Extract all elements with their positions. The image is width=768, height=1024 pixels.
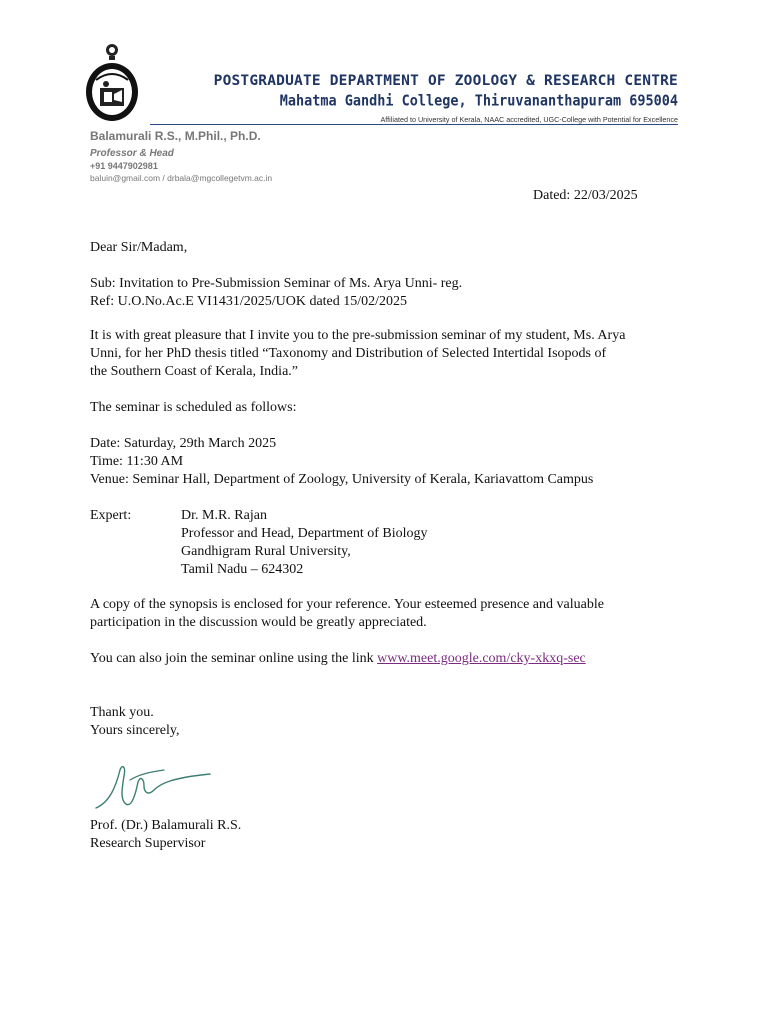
meeting-link[interactable]: www.meet.google.com/cky-xkxq-sec [377,651,586,666]
closing-thanks: Thank you. [90,705,154,720]
letter-date: Dated: 22/03/2025 [533,188,638,203]
subject-line: Sub: Invitation to Pre-Submission Seminar of Ms. Arya Unni- reg. [90,276,463,291]
expert-line: Professor and Head, Department of Biology [181,526,428,541]
expert-line: Tamil Nadu – 624302 [181,562,304,577]
department-title: POSTGRADUATE DEPARTMENT OF ZOOLOGY & RESEARCH CENTRE [213,73,678,89]
intro-line: the Southern Coast of Kerala, India.” [90,364,298,379]
header-divider [150,124,678,125]
reference-line: Ref: U.O.No.Ac.E VI1431/2025/UOK dated 15/02/2025 [90,294,408,309]
intro-line: It is with great pleasure that I invite you to the pre-submission seminar of my student, Ms. Arya [90,328,626,343]
seminar-date: Date: Saturday, 29th March 2025 [90,436,277,451]
expert-details [181,507,428,579]
sender-phone: +91 9447902981 [90,161,158,171]
online-paragraph [90,650,586,668]
sender-role: Professor & Head [90,148,174,159]
schedule-block [90,435,593,489]
sender-email: baluin@gmail.com / drbala@mgcollegetvm.ac.in [90,173,273,183]
seminar-time: Time: 11:30 AM [90,454,184,469]
subject-block [90,275,462,311]
college-logo [82,38,142,124]
signatory-name: Prof. (Dr.) Balamurali R.S. [90,818,242,833]
online-text: You can also join the seminar online using the link [90,651,378,666]
intro-line: Unni, for her PhD thesis titled “Taxonomy and Distribution of Selected Intertidal Isopods of [90,346,607,361]
handwritten-signature [90,756,214,814]
sender-details [90,128,272,184]
expert-label: Expert: [90,508,132,523]
synopsis-paragraph [90,596,604,632]
synopsis-line: participation in the discussion would be greatly appreciated. [90,615,427,630]
signatory-title: Research Supervisor [90,836,206,851]
schedule-intro: The seminar is scheduled as follows: [90,400,297,415]
affiliation-line: Affiliated to University of Kerala, NAAC accredited, UGC-College with Potential for Excellence [380,115,678,124]
seminar-venue: Venue: Seminar Hall, Department of Zoology, University of Kerala, Kariavattom Campus [90,472,594,487]
expert-line: Gandhigram Rural University, [181,544,351,559]
expert-line: Dr. M.R. Rajan [181,508,267,523]
college-name: Mahatma Gandhi College, Thiruvananthapuram 695004 [279,92,678,110]
intro-paragraph [90,327,625,381]
closing-regards: Yours sincerely, [90,723,180,738]
signatory-block [90,817,241,853]
closing-block [90,704,179,740]
synopsis-line: A copy of the synopsis is enclosed for your reference. Your esteemed presence and valuable [90,597,604,612]
sender-name: Balamurali R.S., M.Phil., Ph.D. [90,129,261,143]
salutation: Dear Sir/Madam, [90,240,188,255]
